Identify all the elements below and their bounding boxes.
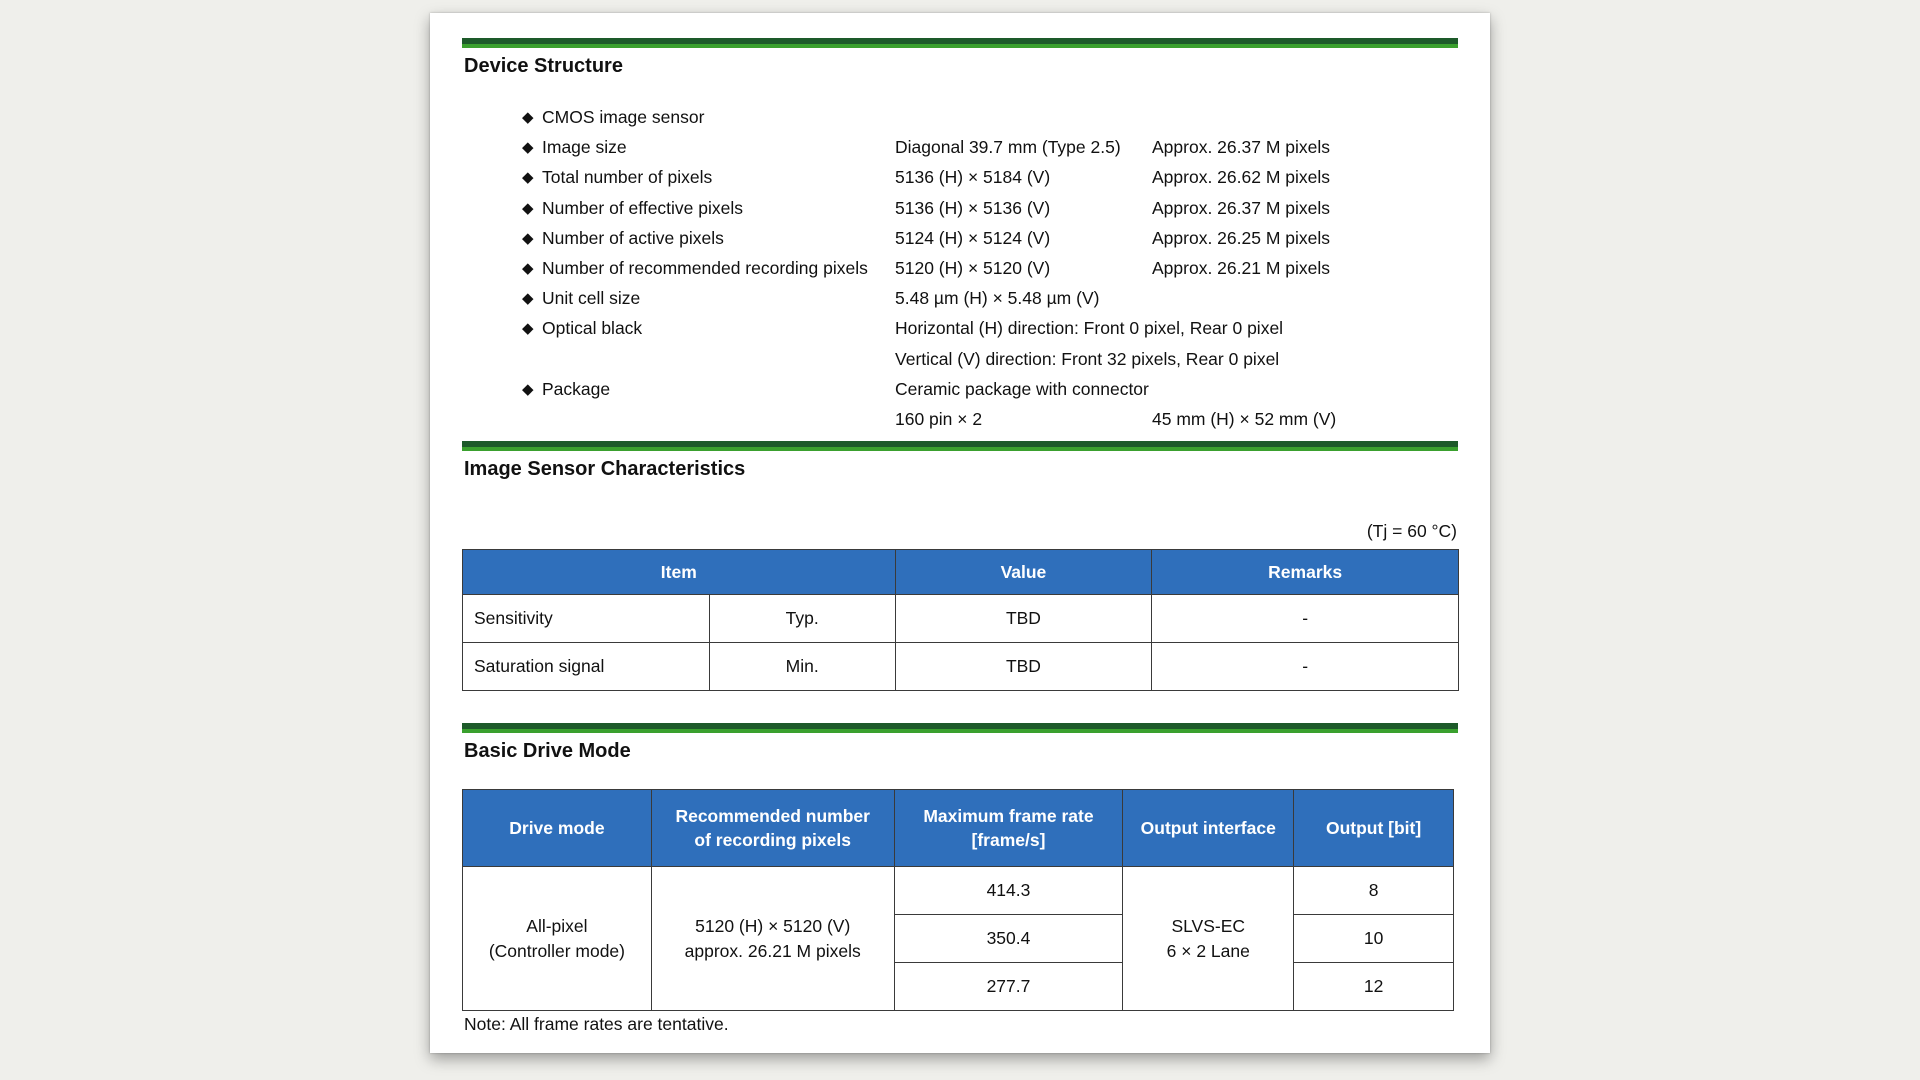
cell-line: 5120 (H) × 5120 (V) <box>695 916 851 936</box>
output-bit-cell: 10 <box>1294 915 1454 963</box>
remarks-cell: - <box>1152 595 1459 643</box>
cell-line: All-pixel <box>526 916 588 936</box>
spec-value: 5.48 µm (H) × 5.48 µm (V) <box>895 288 1100 308</box>
frame-rate-cell: 350.4 <box>894 915 1123 963</box>
drive-mode-cell <box>463 867 652 1011</box>
header-output-interface: Output interface <box>1123 790 1294 867</box>
spec-value-secondary: 45 mm (H) × 52 mm (V) <box>1152 409 1337 429</box>
spec-row <box>430 288 1490 318</box>
spec-row <box>430 137 1490 167</box>
diamond-bullet-icon: ◆ <box>522 230 534 247</box>
item-cell: Sensitivity <box>463 595 710 643</box>
diamond-bullet-icon: ◆ <box>522 109 534 126</box>
sensor-characteristics-table <box>462 549 1459 691</box>
spec-row <box>430 379 1490 409</box>
diamond-bullet-icon: ◆ <box>522 260 534 277</box>
spec-row <box>430 349 1490 379</box>
spec-value-secondary: Approx. 26.37 M pixels <box>1152 137 1331 157</box>
spec-value-secondary: Approx. 26.62 M pixels <box>1152 167 1331 187</box>
spec-value: Vertical (V) direction: Front 32 pixels, Rear 0 pixel <box>895 349 1280 369</box>
output-bit-cell: 8 <box>1294 867 1454 915</box>
header-remarks: Remarks <box>1152 550 1459 595</box>
output-bit-cell: 12 <box>1294 963 1454 1011</box>
section-divider <box>462 38 1458 48</box>
section-divider <box>462 441 1458 451</box>
spec-value: 160 pin × 2 <box>895 409 983 429</box>
spec-value: Ceramic package with connector <box>895 379 1149 399</box>
header-item: Item <box>463 550 896 595</box>
spec-label: Number of effective pixels <box>542 198 744 218</box>
diamond-bullet-icon: ◆ <box>522 320 534 337</box>
spec-value: 5120 (H) × 5120 (V) <box>895 258 1051 278</box>
spec-row <box>430 167 1490 197</box>
header-output-bit: Output [bit] <box>1294 790 1454 867</box>
spec-row <box>430 107 1490 137</box>
diamond-bullet-icon: ◆ <box>522 169 534 186</box>
sensor-characteristics-title: Image Sensor Characteristics <box>464 458 746 480</box>
header-line: [frame/s] <box>971 830 1046 850</box>
cell-line: 6 × 2 Lane <box>1166 940 1250 961</box>
diamond-bullet-icon: ◆ <box>522 290 534 307</box>
frame-rate-cell: 414.3 <box>894 867 1123 915</box>
spec-row <box>430 198 1490 228</box>
spec-label: Number of active pixels <box>542 228 724 248</box>
spec-value: Diagonal 39.7 mm (Type 2.5) <box>895 137 1121 157</box>
spec-value-secondary: Approx. 26.25 M pixels <box>1152 228 1331 248</box>
spec-label: Optical black <box>542 318 643 338</box>
spec-row <box>430 409 1490 439</box>
diamond-bullet-icon: ◆ <box>522 381 534 398</box>
table-header-row <box>463 790 1454 867</box>
value-cell: TBD <box>895 643 1152 691</box>
item-cell: Saturation signal <box>463 643 710 691</box>
spec-label: Package <box>542 379 611 399</box>
spec-row <box>430 228 1490 258</box>
diamond-bullet-icon: ◆ <box>522 139 534 156</box>
recording-pixels-cell <box>651 867 894 1011</box>
spec-value-secondary: Approx. 26.37 M pixels <box>1152 198 1331 218</box>
section-divider <box>462 723 1458 733</box>
spec-value: 5124 (H) × 5124 (V) <box>895 228 1051 248</box>
spec-label: Total number of pixels <box>542 167 713 187</box>
table-row <box>463 867 1454 915</box>
spec-value: 5136 (H) × 5184 (V) <box>895 167 1051 187</box>
spec-label: Number of recommended recording pixels <box>542 258 868 278</box>
spec-value: 5136 (H) × 5136 (V) <box>895 198 1051 218</box>
spec-row <box>430 258 1490 288</box>
drive-mode-title: Basic Drive Mode <box>464 740 631 762</box>
table-row <box>463 643 1459 691</box>
footnote: Note: All frame rates are tentative. <box>464 1014 729 1034</box>
remarks-cell: - <box>1152 643 1459 691</box>
frame-rate-cell: 277.7 <box>894 963 1123 1011</box>
datasheet-page <box>430 13 1490 1053</box>
spec-value: Horizontal (H) direction: Front 0 pixel, Rear 0 pixel <box>895 318 1284 338</box>
drive-mode-table <box>462 789 1454 1011</box>
spec-label: Unit cell size <box>542 288 641 308</box>
spec-label: Image size <box>542 137 627 157</box>
condition-cell: Typ. <box>709 595 895 643</box>
header-recording-pixels <box>651 790 894 867</box>
header-value: Value <box>895 550 1152 595</box>
output-interface-cell <box>1123 867 1294 1011</box>
value-cell: TBD <box>895 595 1152 643</box>
spec-value-secondary: Approx. 26.21 M pixels <box>1152 258 1331 278</box>
header-line: of recording pixels <box>694 830 851 850</box>
header-line: Recommended number <box>675 805 870 826</box>
table-header-row <box>463 550 1459 595</box>
cell-line: SLVS-EC <box>1171 916 1246 936</box>
condition-cell: Min. <box>709 643 895 691</box>
temperature-condition: (Tj = 60 °C) <box>1366 521 1457 541</box>
table-row <box>463 595 1459 643</box>
device-structure-title: Device Structure <box>464 55 623 77</box>
spec-row <box>430 318 1490 348</box>
header-frame-rate <box>894 790 1123 867</box>
cell-line: (Controller mode) <box>488 940 625 961</box>
cell-line: approx. 26.21 M pixels <box>684 940 861 961</box>
header-drive-mode: Drive mode <box>463 790 652 867</box>
spec-label: CMOS image sensor <box>542 107 705 127</box>
header-line: Maximum frame rate <box>923 805 1094 826</box>
diamond-bullet-icon: ◆ <box>522 200 534 217</box>
